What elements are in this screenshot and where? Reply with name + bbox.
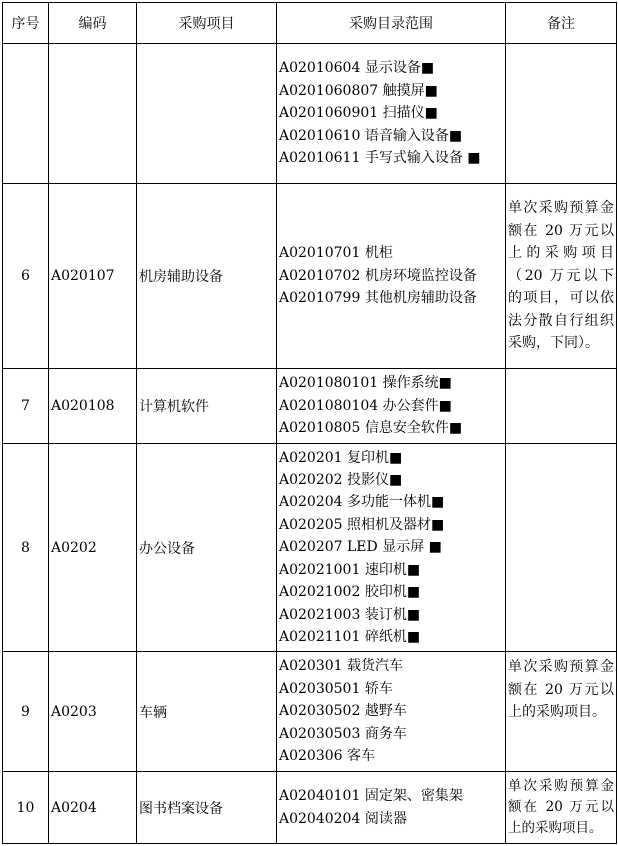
row-item (137, 44, 277, 184)
row-item: 计算机软件 (137, 369, 277, 444)
row-range (277, 184, 506, 369)
header-note: 备注 (506, 3, 617, 44)
row-note: 单次采购预算金额在 20 万元以上的采购项目。 (506, 772, 617, 844)
table-row (3, 44, 617, 184)
row-note (506, 44, 617, 184)
range-line: A020204 多功能一体机■ (279, 494, 445, 511)
row-code (49, 44, 137, 184)
row-code: A0204 (49, 772, 137, 844)
header-row (3, 3, 617, 44)
row-item: 办公设备 (137, 444, 277, 652)
range-line: A0201060901 扫描仪■ (279, 105, 438, 122)
range-line: A0201080101 操作系统■ (279, 375, 452, 392)
row-code: A0202 (49, 444, 137, 652)
table-row (3, 369, 617, 444)
range-line: A02010805 信息安全软件■ (279, 420, 463, 437)
range-line: A02021101 碎纸机■ (279, 628, 421, 645)
range-line: A02030501 轿车 (279, 680, 393, 697)
procurement-table (2, 2, 617, 844)
row-code: A0203 (49, 652, 137, 772)
range-line: A02010610 语音输入设备■ (279, 127, 463, 144)
table-row (3, 184, 617, 369)
row-code: A020108 (49, 369, 137, 444)
range-line: A02021003 装订机■ (279, 606, 421, 623)
row-code: A020107 (49, 184, 137, 369)
row-seq: 8 (3, 444, 49, 652)
range-line: A0201080104 办公套件■ (279, 397, 452, 414)
row-range (277, 652, 506, 772)
row-range (277, 444, 506, 652)
range-line: A020301 载货汽车 (279, 658, 404, 675)
row-note: 单次采购预算金额在 20 万元以上的采购项目（20 万元以下的项目，可以依法分散自行组织采购，下同）。 (506, 184, 617, 369)
range-line: A020306 客车 (279, 748, 376, 765)
range-line: A02010604 显示设备■ (279, 60, 435, 77)
table-row (3, 772, 617, 844)
table-row (3, 444, 617, 652)
range-line: A020201 复印机■ (279, 449, 403, 466)
range-line: A02040204 阅读器 (279, 810, 407, 827)
row-seq: 7 (3, 369, 49, 444)
row-range (277, 369, 506, 444)
row-seq: 10 (3, 772, 49, 844)
row-range (277, 772, 506, 844)
row-seq: 6 (3, 184, 49, 369)
row-seq: 9 (3, 652, 49, 772)
row-item: 机房辅助设备 (137, 184, 277, 369)
range-line: A02010701 机柜 (279, 245, 393, 262)
range-line: A02021002 胶印机■ (279, 584, 421, 601)
header-seq: 序号 (3, 3, 49, 44)
range-line: A02010611 手写式输入设备 ■ (279, 150, 481, 167)
range-line: A020207 LED 显示屏 ■ (279, 539, 442, 556)
row-note (506, 444, 617, 652)
range-line: A02010799 其他机房辅助设备 (279, 290, 477, 307)
row-item: 图书档案设备 (137, 772, 277, 844)
header-code: 编码 (49, 3, 137, 44)
range-line: A02010702 机房环境监控设备 (279, 267, 477, 284)
table-row (3, 652, 617, 772)
range-line: A02021001 速印机■ (279, 561, 421, 578)
range-line: A0201060807 触摸屏■ (279, 82, 438, 99)
header-range: 采购目录范围 (277, 3, 506, 44)
range-line: A020202 投影仪■ (279, 472, 403, 489)
header-item: 采购项目 (137, 3, 277, 44)
row-range (277, 44, 506, 184)
row-item: 车辆 (137, 652, 277, 772)
row-seq (3, 44, 49, 184)
range-line: A02040101 固定架、密集架 (279, 788, 463, 805)
range-line: A02030503 商务车 (279, 725, 407, 742)
range-line: A02030502 越野车 (279, 703, 407, 720)
row-note (506, 369, 617, 444)
row-note: 单次采购预算金额在 20 万元以上的采购项目。 (506, 652, 617, 772)
range-line: A020205 照相机及器材■ (279, 516, 445, 533)
